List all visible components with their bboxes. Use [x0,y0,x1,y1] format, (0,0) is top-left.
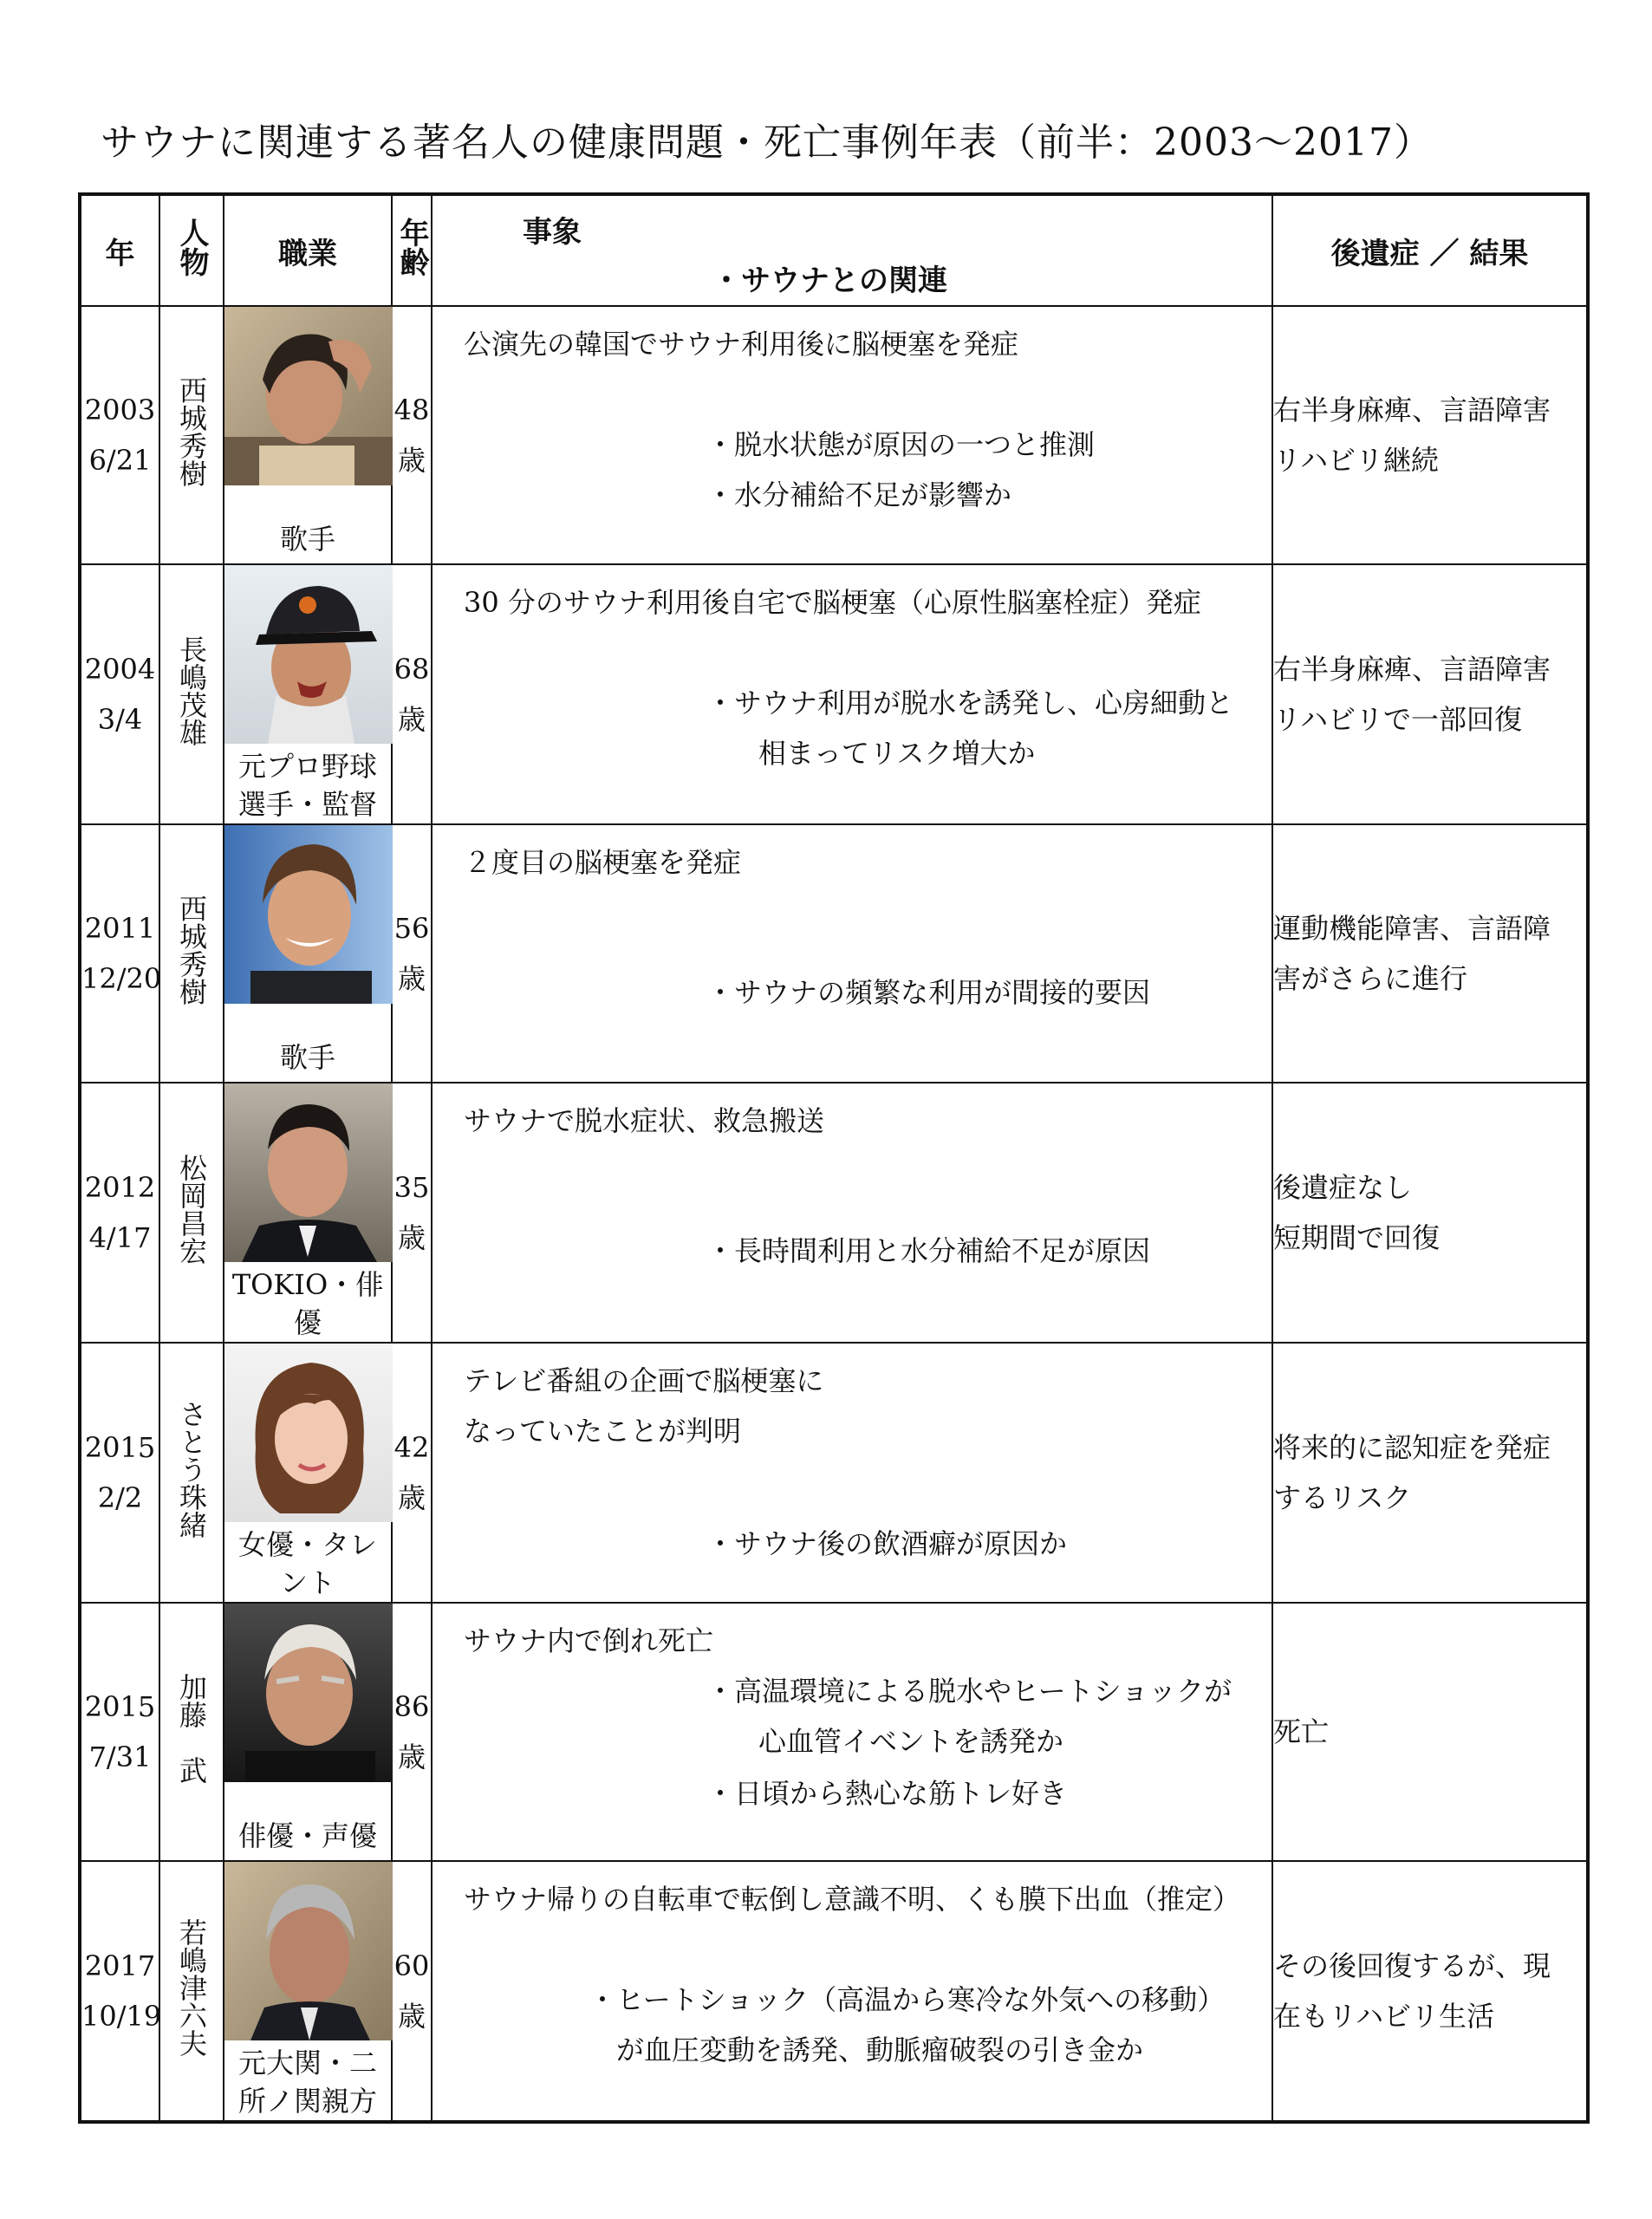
year-cell [80,1083,159,1343]
date: 3/4 [97,703,143,736]
header-age: 年齢 [392,194,432,306]
job-cell [224,1343,392,1603]
job [224,1782,391,1855]
portrait-photo [224,825,393,1004]
result-cell [1272,564,1588,824]
person-cell [159,1603,224,1861]
age-cell [392,1343,432,1603]
event-note: ・サウナの頻繁な利用が間接的要因 [706,976,1151,1009]
header-job: 職業 [224,194,392,306]
portrait-photo [224,1083,393,1262]
table-header-row [80,194,1588,306]
result-cell [1272,824,1588,1083]
age: 56 [393,912,430,945]
person-cell [159,564,224,824]
event-note: ・サウナ後の飲酒癖が原因か [706,1527,1068,1560]
job-cell [224,824,392,1083]
header-event-line1: 事象 [523,215,582,250]
header-event [432,194,1272,306]
year: 2015 [84,1431,156,1464]
year: 2004 [84,653,156,686]
age-cell [392,564,432,824]
year-cell [80,1603,159,1861]
header-result: 後遺症 ／ 結果 [1272,194,1588,306]
year-cell [80,564,159,824]
event-note: が血圧変動を誘発、動脈瘤破裂の引き金か [616,2034,1144,2066]
portrait-photo [224,1604,393,1782]
job-cell [224,1083,392,1343]
event-note: ・日頃から熱心な筋トレ好き [706,1777,1068,1810]
header-year: 年 [80,194,159,306]
job-line2: 選手・監督 [237,788,377,821]
job [224,744,391,823]
event-note: ・長時間利用と水分補給不足が原因 [706,1234,1151,1267]
age: 68 [393,653,430,686]
event-note: ・高温環境による脱水やヒートショックが [706,1675,1232,1708]
event-cell [432,1861,1272,2122]
result-line2: するリスク [1273,1481,1412,1514]
age-unit: 歳 [397,1221,426,1254]
result-line1: 死亡 [1273,1715,1330,1748]
year-cell [80,1861,162,2122]
table-row [80,1861,1588,2122]
age: 86 [393,1690,430,1723]
age: 42 [393,1431,430,1464]
age-unit: 歳 [397,444,426,477]
result-line1: 右半身麻痺、言語障害 [1273,394,1551,426]
age-unit: 歳 [397,962,426,995]
table-row [80,1603,1588,1861]
age-unit: 歳 [397,703,426,736]
person-name: 若嶋津六夫 [175,1918,208,2057]
year: 2017 [84,1949,156,1982]
event-note: 心血管イベントを誘発か [758,1725,1064,1758]
year-cell [80,1343,159,1603]
event-cell [432,1343,1272,1603]
job-cell [224,564,392,824]
job-cell [224,1603,392,1861]
age-cell [392,306,432,564]
job-line1: 俳優・声優 [237,1819,377,1852]
age: 35 [393,1171,430,1204]
person-name: 松岡昌宏 [175,1154,208,1265]
age-cell [392,824,432,1083]
result-line2: 在もリハビリ生活 [1273,2000,1495,2033]
portrait-photo [224,1862,393,2040]
result-cell [1272,306,1588,564]
portrait-photo [224,565,393,744]
result-line2: リハビリで一部回復 [1273,703,1523,736]
person-name: 加藤 武 [175,1673,208,1784]
age-unit: 歳 [397,2000,426,2033]
event-cell [432,1603,1272,1861]
result-cell [1272,1861,1588,2122]
result-line1: 後遺症なし [1273,1171,1413,1204]
portrait-photo [224,307,393,485]
job-cell [224,1861,392,2122]
event-cell [432,1083,1272,1343]
job [224,1522,391,1602]
date: 7/31 [88,1741,152,1773]
header-person: 人物 [159,194,224,306]
age-unit: 歳 [397,1741,426,1773]
person-cell [159,1083,224,1343]
event-cell [432,306,1272,564]
event-main: サウナ内で倒れ死亡 [464,1624,714,1657]
year: 2012 [84,1171,156,1204]
date: 10/19 [81,2000,162,2033]
person-name: 西城秀樹 [175,895,208,1005]
job-line1: TOKIO・俳 [231,1268,384,1301]
person-cell [159,824,224,1083]
event-main: ２度目の脳梗塞を発症 [464,846,742,879]
event-note: 相まってリスク増大か [758,737,1036,770]
table-row [80,824,1588,1083]
person-cell [159,1343,224,1603]
year-cell [80,824,162,1083]
table-row [80,564,1588,824]
date: 4/17 [88,1221,152,1254]
job-line2: 優 [293,1306,322,1339]
table-row [80,1083,1588,1343]
date: 6/21 [88,444,152,477]
year-cell [80,306,159,564]
year: 2003 [84,394,156,426]
result-line2: 短期間で回復 [1273,1221,1441,1254]
job [224,1004,391,1077]
event-note: ・ヒートショック（高温から寒冷な外気への移動） [589,1983,1226,2016]
job [224,2040,391,2120]
header-event-line2: ・サウナとの関連 [712,264,947,298]
age-unit: 歳 [397,1481,426,1514]
job-line1: 女優・タレ [237,1528,377,1561]
event-note: ・脱水状態が原因の一つと推測 [706,428,1096,461]
year: 2015 [84,1690,156,1723]
result-cell [1272,1083,1588,1343]
table-row [80,306,1588,564]
result-cell [1272,1603,1588,1861]
table-row [80,1343,1588,1603]
job [224,1262,391,1342]
event-main: サウナで脱水症状、救急搬送 [464,1104,825,1137]
person-cell [159,306,224,564]
event-main: テレビ番組の企画で脳梗塞に [464,1364,824,1397]
event-main: 公演先の韓国でサウナ利用後に脳梗塞を発症 [464,328,1019,361]
age-cell [392,1083,432,1343]
job-line1: 歌手 [279,1041,335,1074]
date: 12/20 [81,962,162,995]
event-main: 30 分のサウナ利用後自宅で脳梗塞（心原性脳塞栓症）発症 [464,586,1201,619]
job-line1: 元大関・二 [237,2047,377,2079]
age: 48 [393,394,430,426]
age: 60 [393,1949,430,1982]
person-cell [159,1861,224,2122]
result-line2: リハビリ継続 [1273,444,1440,477]
result-cell [1272,1343,1588,1603]
event-main-cont: なっていたことが判明 [464,1415,742,1448]
result-line1: 運動機能障害、言語障 [1273,912,1551,945]
job-line2: ント [279,1566,335,1599]
job-cell [224,306,392,564]
page-title: サウナに関連する著名人の健康問題・死亡事例年表（前半：2003〜2017） [101,120,1433,165]
result-line2: 害がさらに進行 [1273,962,1468,995]
job-line1: 元プロ野球 [237,750,377,783]
event-main: サウナ帰りの自転車で転倒し意識不明、くも膜下出血（推定） [464,1883,1241,1916]
job-line1: 歌手 [279,523,335,556]
event-cell [432,564,1272,824]
date: 2/2 [97,1481,143,1514]
result-line1: 右半身麻痺、言語障害 [1273,653,1551,686]
portrait-photo [224,1344,393,1522]
event-note: ・水分補給不足が影響か [706,478,1012,511]
result-line1: その後回復するが、現 [1273,1949,1551,1982]
age-cell [392,1861,432,2122]
year: 2011 [84,912,156,945]
event-note: ・サウナ利用が脱水を誘発し、心房細動と [706,687,1234,719]
timeline-table [78,192,1590,2124]
person-name: 西城秀樹 [175,376,208,487]
event-cell [432,824,1272,1083]
result-line1: 将来的に認知症を発症 [1273,1431,1551,1464]
job [224,485,391,558]
person-name: 長嶋茂雄 [175,635,208,746]
age-cell [392,1603,432,1861]
person-name: さとう珠緒 [175,1400,208,1539]
job-line2: 所ノ関親方 [237,2085,377,2118]
